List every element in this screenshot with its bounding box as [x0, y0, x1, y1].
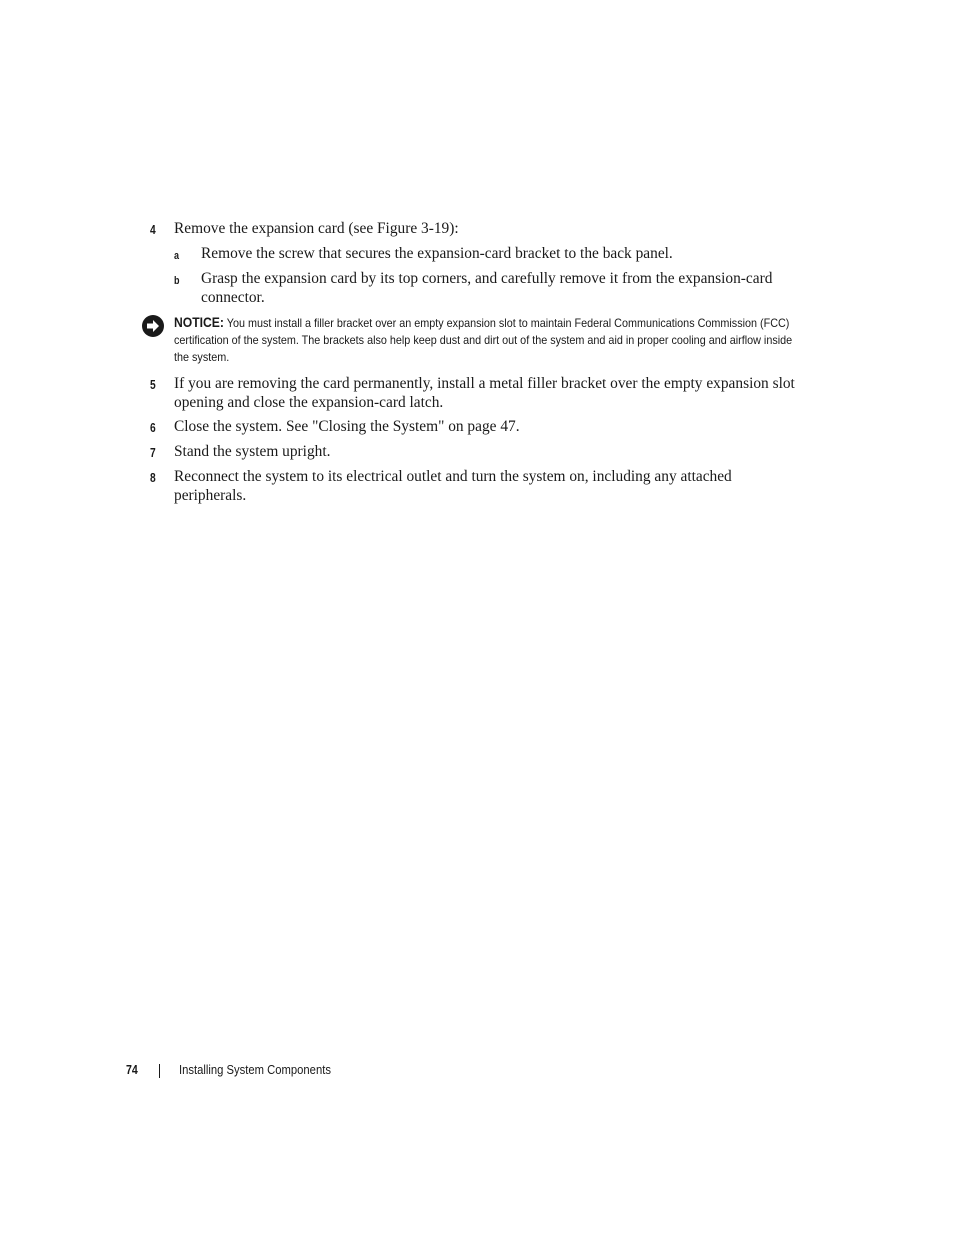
step-number: 5 — [150, 378, 156, 392]
step-number: 8 — [150, 471, 156, 485]
step-number: 4 — [150, 223, 156, 237]
substep-letter: b — [174, 275, 180, 287]
substep-text: Remove the screw that secures the expansion-card bracket to the back panel. — [201, 245, 673, 262]
substep-text: Grasp the expansion card by its top corners, and carefully remove it from the expansion-card connector. — [201, 270, 773, 306]
footer-divider — [159, 1064, 160, 1078]
step-number: 7 — [150, 446, 156, 460]
step-text: Reconnect the system to its electrical outlet and turn the system on, including any attached peripherals. — [174, 468, 732, 504]
step-text: If you are removing the card permanently, install a metal filler bracket over the empty expansion slot opening and close the expansion-card latch. — [174, 375, 795, 411]
notice-arrow-icon — [141, 314, 165, 338]
step-text: Remove the expansion card (see Figure 3-19): — [174, 220, 459, 237]
substep-letter: a — [174, 250, 180, 262]
step-text: Stand the system upright. — [174, 443, 331, 460]
page-number: 74 — [126, 1063, 138, 1077]
notice-label: NOTICE: — [174, 315, 224, 330]
step-number: 6 — [150, 421, 156, 435]
notice-body — [174, 314, 795, 366]
section-title: Installing System Components — [179, 1063, 331, 1077]
step-text: Close the system. See "Closing the System" on page 47. — [174, 418, 520, 435]
notice-text: You must install a filler bracket over an empty expansion slot to maintain Federal Communications Commission (FCC) certification of the system. The brackets also help keep dust and dirt out of the system and aid in proper cooling and airflow inside the system. — [174, 316, 793, 364]
